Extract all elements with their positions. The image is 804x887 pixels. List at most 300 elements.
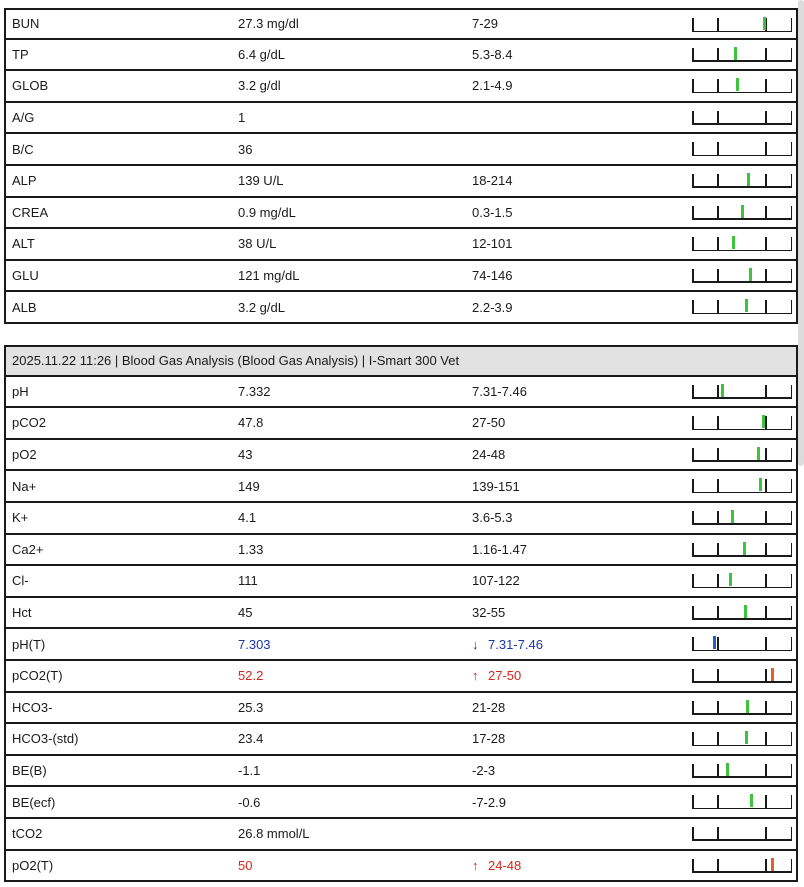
result-row[interactable]: [6, 724, 796, 756]
result-row[interactable]: [6, 40, 796, 72]
test-value: 47.8: [238, 415, 264, 431]
reference-range-text: 74-146: [472, 268, 513, 284]
gauge-tick: [692, 764, 694, 778]
gauge-baseline: [692, 587, 792, 589]
reference-range-text: 7.31-7.46: [472, 383, 527, 399]
reference-range: [472, 756, 495, 786]
test-value: 121 mg/dL: [238, 268, 300, 284]
range-gauge: [692, 446, 792, 464]
result-row[interactable]: [6, 471, 796, 503]
reference-range: [472, 661, 521, 691]
gauge-marker-low: [713, 636, 716, 649]
gauge-tick: [765, 764, 767, 778]
range-gauge: [692, 857, 792, 875]
gauge-tick: [717, 206, 719, 220]
gauge-tick: [791, 637, 793, 651]
gauge-tick: [717, 511, 719, 525]
test-value: 36: [238, 141, 253, 157]
gauge-tick: [692, 859, 694, 873]
gauge-tick: [717, 764, 719, 778]
result-row[interactable]: [6, 292, 796, 324]
gauge-tick: [791, 574, 793, 588]
gauge-tick: [791, 237, 793, 251]
gauge-tick: [692, 300, 694, 314]
reference-range: [472, 408, 505, 438]
range-gauge: [692, 793, 792, 811]
reference-range-text: 2.1-4.9: [472, 78, 513, 94]
gauge-tick: [717, 795, 719, 809]
range-gauge: [692, 77, 792, 95]
reference-range-text: 3.6-5.3: [472, 510, 513, 526]
reference-range: [472, 166, 512, 196]
gauge-tick: [765, 732, 767, 746]
gauge-tick: [791, 385, 793, 399]
test-value: 1.33: [238, 541, 264, 557]
gauge-baseline: [692, 155, 792, 157]
blood-gas-results-table: [4, 345, 798, 882]
test-value: 45: [238, 605, 253, 621]
reference-range-text: 107-122: [472, 573, 520, 589]
gauge-tick: [765, 511, 767, 525]
gauge-baseline: [692, 618, 792, 620]
range-gauge: [692, 16, 792, 34]
gauge-marker-normal: [734, 47, 737, 60]
gauge-baseline: [692, 218, 792, 220]
test-name: ALP: [12, 173, 37, 189]
gauge-tick: [717, 142, 719, 156]
reference-range-text: 7.31-7.46: [488, 636, 543, 652]
test-value: 111: [238, 573, 258, 589]
test-name: Ca2+: [12, 541, 44, 557]
range-gauge: [692, 477, 792, 495]
result-row[interactable]: [6, 408, 796, 440]
gauge-marker-normal: [750, 794, 753, 807]
result-row[interactable]: [6, 261, 796, 293]
gauge-tick: [692, 416, 694, 430]
result-row[interactable]: [6, 598, 796, 630]
gauge-tick: [717, 385, 719, 399]
gauge-tick: [692, 48, 694, 62]
test-name: pO2(T): [12, 857, 54, 873]
reference-range: [472, 693, 505, 723]
range-gauge: [692, 635, 792, 653]
gauge-tick: [765, 574, 767, 588]
reference-range-text: 2.2-3.9: [472, 299, 513, 315]
gauge-tick: [692, 448, 694, 462]
gauge-tick: [765, 48, 767, 62]
reference-range: [472, 440, 505, 470]
gauge-tick: [791, 732, 793, 746]
vertical-scrollbar[interactable]: [798, 0, 804, 466]
test-name: pH: [12, 383, 29, 399]
gauge-baseline: [692, 281, 792, 283]
test-name: BE(B): [12, 763, 47, 779]
range-gauge: [692, 109, 792, 127]
test-value: 3.2 g/dL: [238, 299, 285, 315]
result-row[interactable]: [6, 71, 796, 103]
range-gauge: [692, 46, 792, 64]
gauge-tick: [791, 18, 793, 32]
gauge-tick: [791, 669, 793, 683]
test-name: GLOB: [12, 78, 49, 94]
gauge-tick: [791, 111, 793, 125]
reference-range: [472, 851, 521, 881]
test-value: 7.332: [238, 383, 271, 399]
reference-range-text: 7-29: [472, 16, 499, 32]
result-row[interactable]: [6, 440, 796, 472]
range-gauge: [692, 604, 792, 622]
reference-range-text: -2-3: [472, 763, 496, 779]
test-value: 25.3: [238, 699, 264, 715]
test-name: A/G: [12, 110, 35, 126]
gauge-tick: [717, 18, 719, 32]
gauge-tick: [692, 637, 694, 651]
reference-range-text: 139-151: [472, 478, 520, 494]
result-row[interactable]: [6, 198, 796, 230]
gauge-tick: [765, 606, 767, 620]
test-name: HCO3-: [12, 699, 53, 715]
gauge-baseline: [692, 123, 792, 125]
gauge-tick: [791, 701, 793, 715]
gauge-tick: [717, 237, 719, 251]
arrow-up-icon: ↑: [472, 857, 479, 873]
gauge-marker-normal: [736, 78, 739, 91]
result-row[interactable]: [6, 661, 796, 693]
reference-range: [472, 198, 512, 228]
test-value: 6.4 g/dL: [238, 46, 285, 62]
reference-range: [472, 40, 512, 70]
gauge-tick: [791, 79, 793, 93]
gauge-tick: [692, 79, 694, 93]
result-row[interactable]: [6, 566, 796, 598]
gauge-marker-normal: [757, 447, 760, 460]
gauge-marker-normal: [759, 478, 762, 491]
test-name: pCO2(T): [12, 668, 63, 684]
gauge-tick: [791, 448, 793, 462]
reference-range-text: 18-214: [472, 173, 513, 189]
range-gauge: [692, 204, 792, 222]
reference-range: [472, 787, 506, 817]
gauge-tick: [791, 543, 793, 557]
range-gauge: [692, 383, 792, 401]
test-value: 27.3 mg/dl: [238, 16, 299, 32]
gauge-baseline: [692, 839, 792, 841]
gauge-baseline: [692, 460, 792, 462]
test-value: 3.2 g/dl: [238, 78, 281, 94]
test-value: -0.6: [238, 794, 261, 810]
gauge-baseline: [692, 397, 792, 399]
test-name: CREA: [12, 204, 49, 220]
gauge-tick: [692, 269, 694, 283]
gauge-marker-normal: [762, 415, 765, 428]
reference-range-text: 27-50: [472, 415, 506, 431]
gauge-tick: [765, 637, 767, 651]
gauge-tick: [692, 574, 694, 588]
gauge-tick: [692, 174, 694, 188]
reference-range-text: 5.3-8.4: [472, 46, 513, 62]
section-header-label: 2025.11.22 11:26 | Blood Gas Analysis (Blood Gas Analysis) | I-Smart 300 Vet: [12, 353, 460, 369]
gauge-tick: [692, 827, 694, 841]
gauge-tick: [717, 111, 719, 125]
test-name: B/C: [12, 141, 34, 157]
reference-range-text: 12-101: [472, 236, 513, 252]
result-row[interactable]: [6, 103, 796, 135]
reference-range: [472, 261, 512, 291]
gauge-tick: [717, 827, 719, 841]
gauge-tick: [692, 669, 694, 683]
gauge-tick: [717, 79, 719, 93]
gauge-marker-normal: [745, 731, 748, 744]
gauge-tick: [692, 18, 694, 32]
test-name: K+: [12, 510, 29, 526]
gauge-tick: [717, 701, 719, 715]
gauge-tick: [692, 237, 694, 251]
gauge-tick: [692, 543, 694, 557]
gauge-tick: [791, 300, 793, 314]
test-value: 38 U/L: [238, 236, 277, 252]
gauge-tick: [765, 479, 767, 493]
gauge-marker-normal: [747, 173, 750, 186]
gauge-tick: [765, 174, 767, 188]
result-row[interactable]: [6, 629, 796, 661]
test-name: HCO3-(std): [12, 731, 79, 747]
gauge-marker-normal: [726, 763, 729, 776]
gauge-baseline: [692, 92, 792, 94]
reference-range: [472, 503, 512, 533]
gauge-baseline: [692, 250, 792, 252]
gauge-tick: [765, 79, 767, 93]
reference-range: [472, 598, 505, 628]
gauge-tick: [717, 637, 719, 651]
gauge-baseline: [692, 429, 792, 431]
arrow-down-icon: ↓: [472, 636, 479, 652]
gauge-tick: [692, 479, 694, 493]
reference-range-text: 17-28: [472, 731, 506, 747]
test-value: 50: [238, 857, 253, 873]
gauge-tick: [717, 479, 719, 493]
gauge-tick: [765, 827, 767, 841]
range-gauge: [692, 267, 792, 285]
test-value: 4.1: [238, 510, 257, 526]
gauge-marker-normal: [743, 542, 746, 555]
range-gauge: [692, 730, 792, 748]
gauge-tick: [791, 142, 793, 156]
gauge-tick: [717, 48, 719, 62]
gauge-tick: [717, 859, 719, 873]
gauge-tick: [692, 511, 694, 525]
gauge-baseline: [692, 713, 792, 715]
gauge-tick: [765, 385, 767, 399]
test-name: Cl-: [12, 573, 29, 589]
range-gauge: [692, 762, 792, 780]
reference-range-text: 24-48: [488, 857, 522, 873]
gauge-tick: [791, 269, 793, 283]
gauge-tick: [791, 206, 793, 220]
gauge-tick: [765, 448, 767, 462]
gauge-tick: [791, 511, 793, 525]
test-value: 139 U/L: [238, 173, 284, 189]
reference-range: [472, 229, 512, 259]
gauge-tick: [765, 859, 767, 873]
result-row[interactable]: [6, 535, 796, 567]
range-gauge: [692, 825, 792, 843]
result-row[interactable]: [6, 756, 796, 788]
test-value: 0.9 mg/dL: [238, 204, 296, 220]
reference-range-text: 27-50: [488, 668, 522, 684]
test-name: ALT: [12, 236, 35, 252]
reference-range: [472, 629, 543, 659]
gauge-tick: [692, 385, 694, 399]
section-header: [6, 345, 796, 377]
test-name: GLU: [12, 268, 39, 284]
reference-range: [472, 10, 498, 38]
reference-range-text: 0.3-1.5: [472, 204, 513, 220]
test-name: pH(T): [12, 636, 46, 652]
reference-range-text: 1.16-1.47: [472, 541, 527, 557]
gauge-baseline: [692, 555, 792, 557]
gauge-tick: [791, 764, 793, 778]
reference-range: [472, 377, 527, 407]
result-row[interactable]: [6, 819, 796, 851]
gauge-tick: [765, 543, 767, 557]
reference-range-text: 21-28: [472, 699, 506, 715]
gauge-tick: [765, 300, 767, 314]
gauge-marker-normal: [744, 605, 747, 618]
gauge-baseline: [692, 313, 792, 315]
range-gauge: [692, 699, 792, 717]
gauge-tick: [791, 827, 793, 841]
gauge-tick: [791, 795, 793, 809]
reference-range-text: 24-48: [472, 447, 506, 463]
gauge-tick: [765, 237, 767, 251]
gauge-baseline: [692, 745, 792, 747]
gauge-tick: [717, 269, 719, 283]
test-value: 7.303: [238, 636, 271, 652]
arrow-up-icon: ↑: [472, 668, 479, 684]
result-row[interactable]: [6, 377, 796, 409]
test-value: 52.2: [238, 668, 264, 684]
test-name: Na+: [12, 478, 37, 494]
gauge-marker-normal: [741, 205, 744, 218]
gauge-marker-normal: [746, 700, 749, 713]
test-name: ALB: [12, 299, 37, 315]
gauge-tick: [765, 269, 767, 283]
reference-range: [472, 535, 527, 565]
range-gauge: [692, 140, 792, 158]
test-name: pCO2: [12, 415, 46, 431]
result-row[interactable]: [6, 229, 796, 261]
result-row[interactable]: [6, 851, 796, 883]
gauge-tick: [692, 701, 694, 715]
test-value: 149: [238, 478, 260, 494]
gauge-tick: [765, 111, 767, 125]
gauge-marker-normal: [745, 299, 748, 312]
reference-range: [472, 292, 512, 322]
gauge-tick: [717, 174, 719, 188]
result-row[interactable]: [6, 693, 796, 725]
range-gauge: [692, 572, 792, 590]
reference-range: [472, 471, 520, 501]
gauge-tick: [791, 479, 793, 493]
result-row[interactable]: [6, 503, 796, 535]
gauge-tick: [765, 416, 767, 430]
result-row[interactable]: [6, 134, 796, 166]
gauge-baseline: [692, 492, 792, 494]
gauge-tick: [692, 206, 694, 220]
result-row[interactable]: [6, 8, 796, 40]
gauge-tick: [765, 669, 767, 683]
gauge-tick: [717, 574, 719, 588]
range-gauge: [692, 414, 792, 432]
test-name: Hct: [12, 605, 32, 621]
gauge-marker-normal: [729, 573, 732, 586]
gauge-marker-normal: [763, 17, 766, 30]
gauge-baseline: [692, 523, 792, 525]
gauge-tick: [692, 732, 694, 746]
gauge-tick: [717, 448, 719, 462]
gauge-baseline: [692, 681, 792, 683]
gauge-marker-normal: [749, 268, 752, 281]
gauge-tick: [692, 795, 694, 809]
gauge-tick: [791, 859, 793, 873]
test-value: 43: [238, 447, 253, 463]
result-row[interactable]: [6, 787, 796, 819]
gauge-tick: [692, 142, 694, 156]
gauge-tick: [717, 543, 719, 557]
gauge-tick: [717, 416, 719, 430]
range-gauge: [692, 509, 792, 527]
gauge-tick: [765, 795, 767, 809]
gauge-baseline: [692, 650, 792, 652]
gauge-baseline: [692, 60, 792, 62]
test-value: 1: [238, 110, 246, 126]
gauge-marker-normal: [731, 510, 734, 523]
range-gauge: [692, 541, 792, 559]
gauge-tick: [692, 111, 694, 125]
test-name: BUN: [12, 16, 40, 32]
gauge-tick: [765, 701, 767, 715]
gauge-baseline: [692, 186, 792, 188]
gauge-tick: [791, 416, 793, 430]
gauge-tick: [791, 174, 793, 188]
gauge-tick: [717, 732, 719, 746]
gauge-marker-high: [771, 858, 774, 871]
gauge-marker-normal: [721, 384, 724, 397]
test-name: TP: [12, 46, 29, 62]
gauge-baseline: [692, 776, 792, 778]
result-row[interactable]: [6, 166, 796, 198]
gauge-tick: [791, 48, 793, 62]
gauge-tick: [692, 606, 694, 620]
gauge-baseline: [692, 871, 792, 873]
chemistry-results-table: [4, 8, 798, 324]
test-name: tCO2: [12, 826, 43, 842]
gauge-tick: [765, 142, 767, 156]
gauge-tick: [791, 606, 793, 620]
range-gauge: [692, 298, 792, 316]
gauge-tick: [717, 606, 719, 620]
test-value: 23.4: [238, 731, 264, 747]
reference-range: [472, 724, 505, 754]
reference-range-text: 32-55: [472, 605, 506, 621]
gauge-tick: [765, 206, 767, 220]
range-gauge: [692, 667, 792, 685]
gauge-baseline: [692, 31, 792, 33]
test-value: 26.8 mmol/L: [238, 826, 310, 842]
gauge-tick: [717, 669, 719, 683]
test-name: BE(ecf): [12, 794, 56, 810]
range-gauge: [692, 172, 792, 190]
